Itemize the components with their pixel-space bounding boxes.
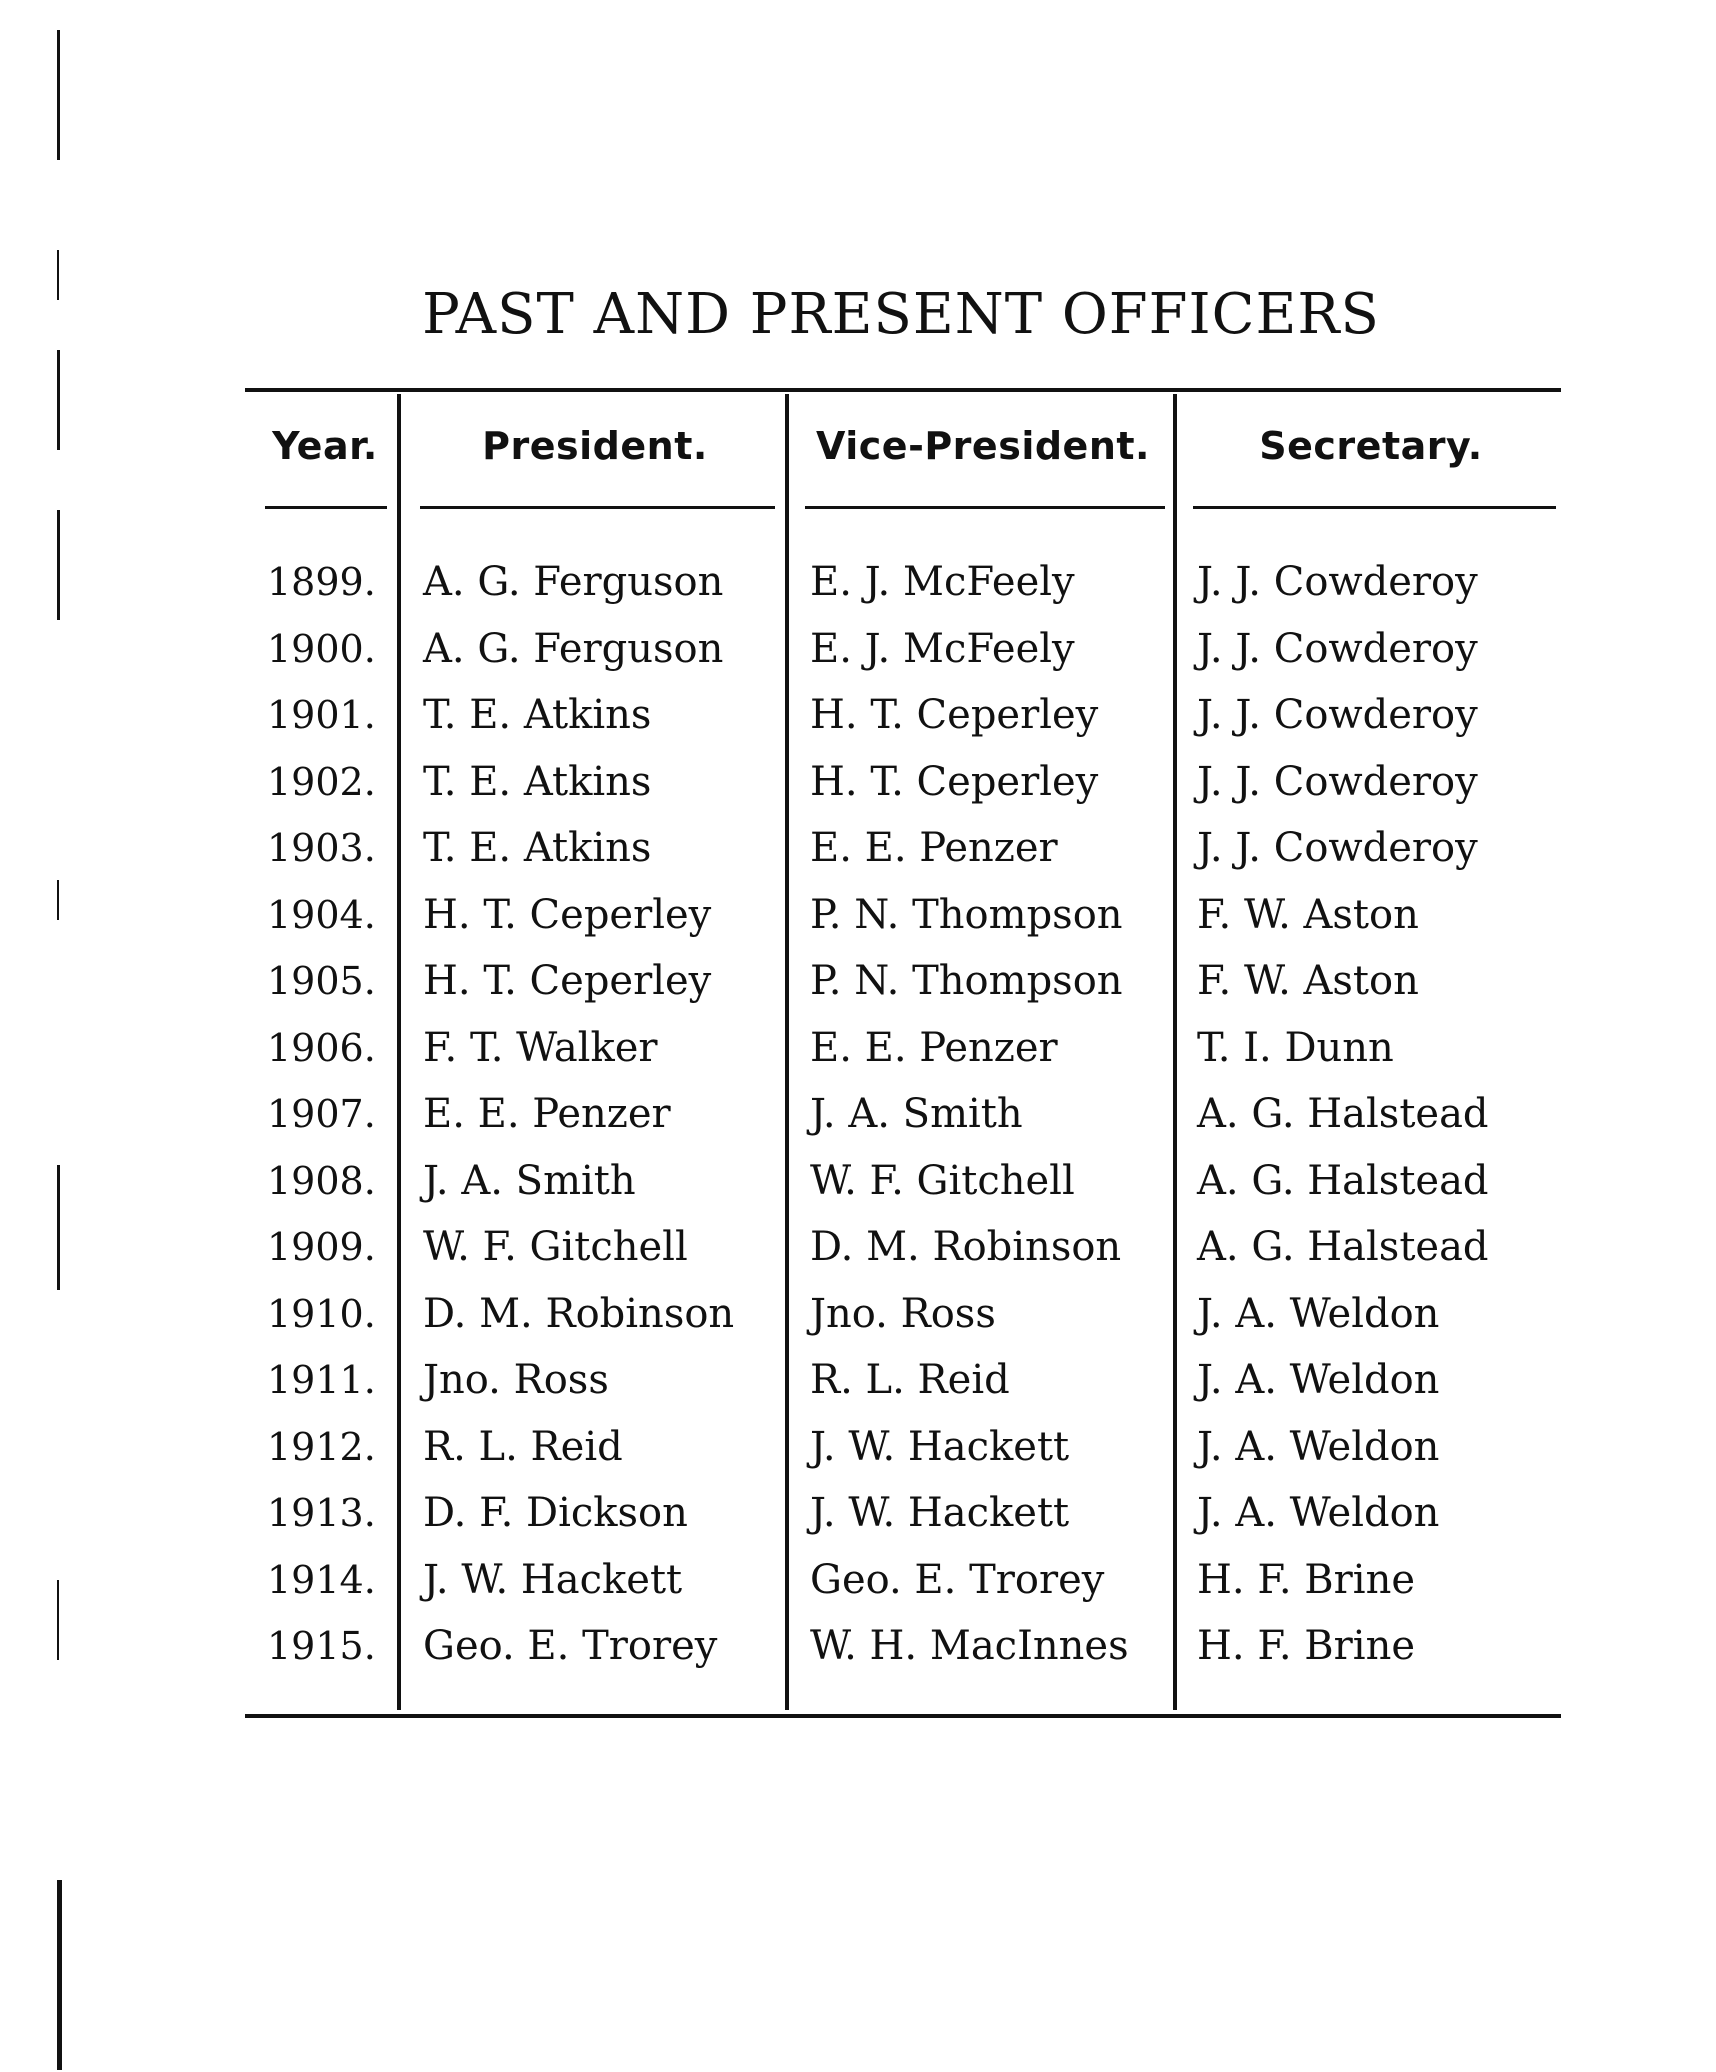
president-cell: J. A. Smith	[423, 1157, 636, 1204]
president-cell: A. G. Ferguson	[423, 625, 724, 672]
vice-president-cell: J. W. Hackett	[810, 1490, 1070, 1536]
president-cell: Jno. Ross	[423, 1357, 609, 1403]
header-underline	[265, 506, 387, 509]
year-cell: 1901.	[267, 693, 376, 737]
president-cell: T. E. Atkins	[423, 692, 652, 738]
year-cell: 1913.	[267, 1491, 376, 1535]
binding-edge-mark	[57, 30, 60, 160]
president-cell: H. T. Ceperley	[423, 958, 712, 1004]
column-divider	[397, 394, 401, 1710]
header-underline	[420, 506, 775, 509]
secretary-cell: H. F. Brine	[1197, 1556, 1416, 1603]
header-vice-president: Vice-President.	[816, 424, 1150, 468]
vice-president-cell: Geo. E. Trorey	[810, 1556, 1105, 1603]
secretary-cell: J. J. Cowderoy	[1197, 825, 1478, 871]
year-cell: 1906.	[267, 1025, 376, 1070]
vice-president-cell: E. J. McFeely	[810, 559, 1075, 605]
secretary-cell: J. A. Weldon	[1197, 1290, 1440, 1337]
secretary-cell: J. J. Cowderoy	[1197, 758, 1478, 805]
president-cell: D. M. Robinson	[423, 1290, 735, 1337]
year-cell: 1902.	[267, 759, 376, 804]
secretary-cell: H. F. Brine	[1197, 1623, 1416, 1669]
binding-edge-mark	[57, 880, 59, 920]
vice-president-cell: P. N. Thompson	[810, 891, 1123, 938]
year-cell: 1904.	[267, 892, 376, 937]
president-cell: T. E. Atkins	[423, 825, 652, 871]
year-cell: 1907.	[267, 1092, 376, 1136]
president-cell: H. T. Ceperley	[423, 891, 712, 938]
table-bottom-rule	[245, 1714, 1561, 1718]
secretary-cell: T. I. Dunn	[1197, 1024, 1394, 1071]
vice-president-cell: H. T. Ceperley	[810, 692, 1099, 738]
officers-table	[245, 388, 1561, 1718]
president-cell: E. E. Penzer	[423, 1091, 671, 1137]
table-top-rule	[245, 388, 1561, 392]
header-underline	[805, 506, 1165, 509]
header-secretary: Secretary.	[1259, 424, 1483, 468]
president-cell: J. W. Hackett	[423, 1556, 683, 1603]
year-cell: 1910.	[267, 1291, 376, 1336]
secretary-cell: J. A. Weldon	[1197, 1357, 1440, 1403]
header-president: President.	[482, 424, 708, 468]
vice-president-cell: W. H. MacInnes	[810, 1623, 1129, 1669]
column-divider	[785, 394, 789, 1710]
vice-president-cell: E. J. McFeely	[810, 625, 1075, 672]
president-cell: F. T. Walker	[423, 1024, 658, 1071]
secretary-cell: J. J. Cowderoy	[1197, 625, 1478, 672]
binding-edge-mark	[57, 350, 60, 450]
page-title: PAST AND PRESENT OFFICERS	[422, 282, 1380, 347]
secretary-cell: F. W. Aston	[1197, 891, 1419, 938]
binding-edge-mark	[57, 1880, 62, 2070]
vice-president-cell: P. N. Thompson	[810, 958, 1123, 1004]
president-cell: R. L. Reid	[423, 1423, 623, 1470]
secretary-cell: J. A. Weldon	[1197, 1490, 1440, 1536]
year-cell: 1912.	[267, 1424, 376, 1469]
year-cell: 1914.	[267, 1557, 376, 1602]
vice-president-cell: W. F. Gitchell	[810, 1157, 1075, 1204]
year-cell: 1911.	[267, 1358, 376, 1402]
secretary-cell: A. G. Halstead	[1197, 1091, 1489, 1137]
year-cell: 1905.	[267, 959, 376, 1003]
president-cell: Geo. E. Trorey	[423, 1623, 718, 1669]
year-cell: 1903.	[267, 826, 376, 870]
vice-president-cell: J. W. Hackett	[810, 1423, 1070, 1470]
header-year: Year.	[272, 424, 378, 468]
year-cell: 1908.	[267, 1158, 376, 1203]
binding-edge-mark	[57, 1165, 60, 1290]
president-cell: W. F. Gitchell	[423, 1224, 688, 1270]
vice-president-cell: E. E. Penzer	[810, 825, 1058, 871]
year-cell: 1909.	[267, 1225, 376, 1269]
secretary-cell: A. G. Halstead	[1197, 1157, 1489, 1204]
year-cell: 1915.	[267, 1624, 376, 1668]
year-cell: 1899.	[267, 560, 376, 604]
column-divider	[1173, 394, 1177, 1710]
president-cell: T. E. Atkins	[423, 758, 652, 805]
binding-edge-mark	[57, 1580, 59, 1660]
binding-edge-mark	[57, 510, 60, 620]
year-cell: 1900.	[267, 626, 376, 671]
secretary-cell: J. J. Cowderoy	[1197, 559, 1478, 605]
secretary-cell: J. A. Weldon	[1197, 1423, 1440, 1470]
header-underline	[1193, 506, 1556, 509]
vice-president-cell: H. T. Ceperley	[810, 758, 1099, 805]
vice-president-cell: Jno. Ross	[810, 1290, 996, 1337]
vice-president-cell: J. A. Smith	[810, 1091, 1023, 1137]
secretary-cell: F. W. Aston	[1197, 958, 1419, 1004]
president-cell: D. F. Dickson	[423, 1490, 688, 1536]
vice-president-cell: D. M. Robinson	[810, 1224, 1122, 1270]
vice-president-cell: R. L. Reid	[810, 1357, 1010, 1403]
secretary-cell: A. G. Halstead	[1197, 1224, 1489, 1270]
president-cell: A. G. Ferguson	[423, 559, 724, 605]
secretary-cell: J. J. Cowderoy	[1197, 692, 1478, 738]
vice-president-cell: E. E. Penzer	[810, 1024, 1058, 1071]
